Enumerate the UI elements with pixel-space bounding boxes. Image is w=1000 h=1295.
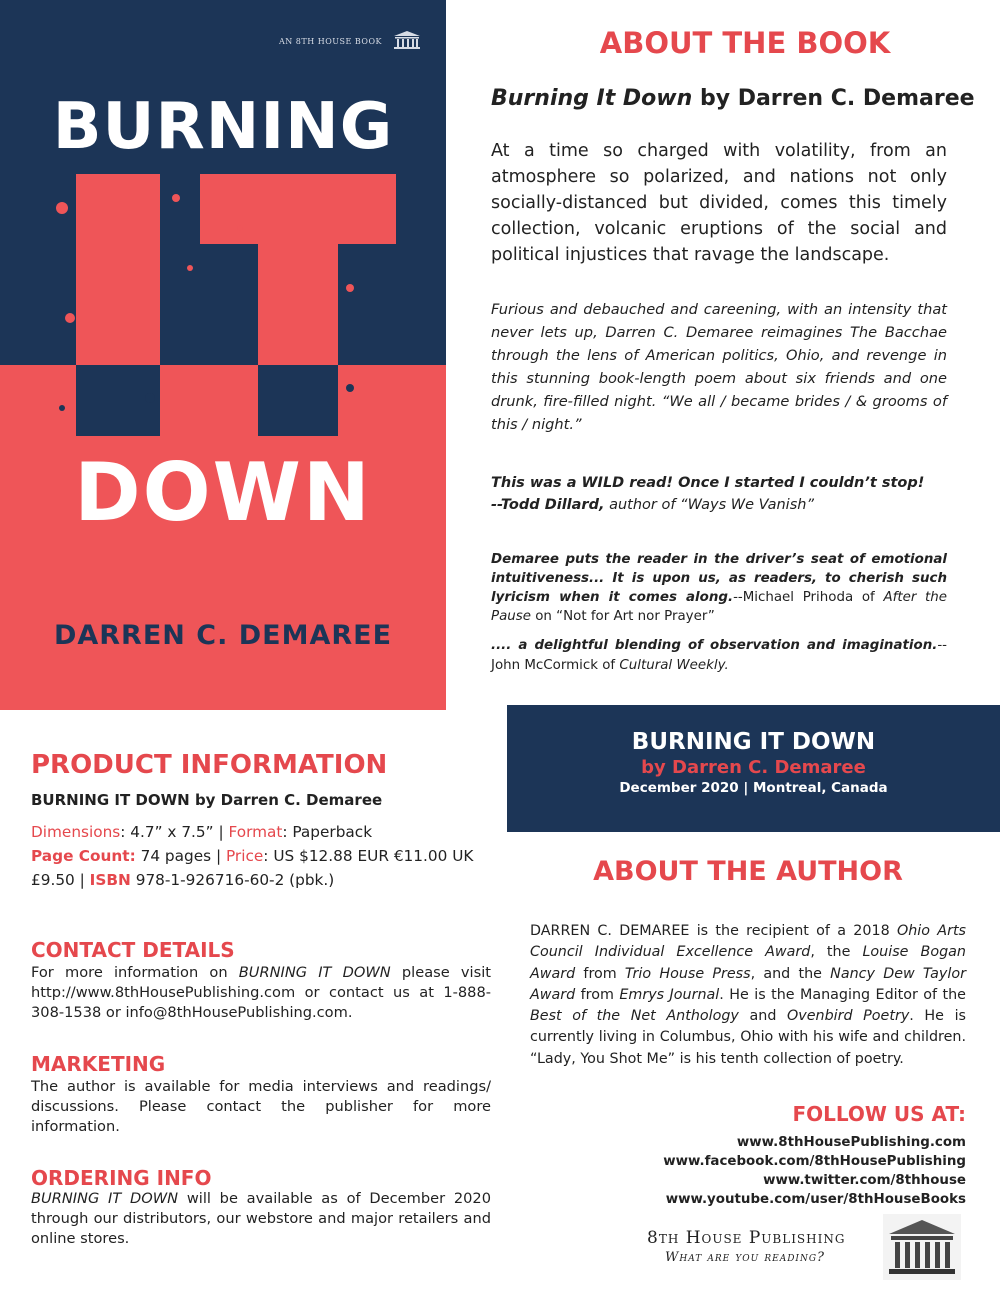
ordering-title: ORDERING INFO xyxy=(31,1166,212,1190)
banner-date-place: December 2020 | Montreal, Canada xyxy=(619,780,888,796)
release-banner xyxy=(507,705,1000,832)
link-youtube[interactable]: www.youtube.com/user/8thHouseBooks xyxy=(665,1192,966,1207)
book-cover xyxy=(0,0,446,710)
pagecount-value: 74 pages | xyxy=(135,847,226,865)
temple-logo-icon xyxy=(392,30,422,50)
cover-title-it-glyphs xyxy=(0,168,446,438)
quote3-text: .... a delightful blending of observation and imagination. xyxy=(491,638,938,653)
bio-award: Nancy Dew Taylor Award xyxy=(530,965,966,1003)
book-heading-author: by Darren C. Demaree xyxy=(692,86,975,111)
quote2-text: Demaree puts the reader in the driver’s seat of emotional intuitiveness... It is upon us, as readers, to cherish such lyricism when it comes along. xyxy=(491,552,947,605)
bio-text: from xyxy=(575,965,625,982)
marketing-body: The author is available for media interviews and readings/ discussions. Please contact the publisher for more information. xyxy=(31,1078,491,1135)
about-author-title: ABOUT THE AUTHOR xyxy=(593,856,903,887)
about-book-title: ABOUT THE BOOK xyxy=(599,26,891,60)
review-quote-mccormick xyxy=(491,636,947,676)
quote1-source: author of “Ways We Vanish” xyxy=(604,497,814,513)
pagecount-label: Page Count: xyxy=(31,847,136,865)
contact-text: For more information on xyxy=(31,964,239,981)
bio-text: . He is the Managing Editor of the xyxy=(719,986,966,1003)
contact-title: CONTACT DETAILS xyxy=(31,938,235,962)
isbn-label: ISBN xyxy=(89,871,131,889)
quote2-publication: After the Pause xyxy=(491,590,948,624)
price-label: Price xyxy=(225,847,264,865)
ordering-text: will be available as of December 2020 through our distributors, our webstore and major retailers and online stores. xyxy=(31,1190,491,1247)
contact-body xyxy=(31,963,491,1023)
bio-text: and xyxy=(738,1008,787,1025)
bio-text: , the xyxy=(810,944,863,961)
book-description: At a time so charged with volatility, from an atmosphere so polarized, and nations not only socially-distanced but divided, comes this timely collection, volcanic eruptions of the social and political injustices that ravage the landscape. xyxy=(491,141,947,265)
marketing-title: MARKETING xyxy=(31,1052,166,1076)
cover-title-down: DOWN xyxy=(74,446,372,539)
dimensions-label: Dimensions xyxy=(31,823,121,841)
format-value: : Paperback xyxy=(282,823,373,841)
product-details xyxy=(31,820,493,892)
link-twitter[interactable]: www.twitter.com/8thhouse xyxy=(763,1173,966,1188)
book-heading xyxy=(491,86,975,111)
dimensions-value: : 4.7” x 7.5” | xyxy=(120,823,229,841)
bio-publisher: Trio House Press xyxy=(624,965,751,982)
publisher-name: 8th House Publishing xyxy=(647,1228,846,1248)
banner-author: by Darren C. Demaree xyxy=(641,757,866,778)
quote3-publication: Cultural Weekly. xyxy=(619,658,729,673)
author-bio xyxy=(530,921,966,1070)
bio-publication: Emrys Journal xyxy=(619,986,720,1003)
cover-title-it xyxy=(0,168,446,438)
bio-award: Ohio Arts Council Individual Excellence Award xyxy=(530,923,967,961)
book-summary: Furious and debauched and careening, with an intensity that never lets up, Darren C. Demaree reimagines The Bacchae through the lens of American politics, Ohio, and revenge in this stunning book-length poem about six friends and one drunk, fire-filled night. “We all / became brides / & grooms of this / night.” xyxy=(491,301,947,433)
bio-text: , and the xyxy=(750,965,831,982)
ordering-body xyxy=(31,1189,491,1249)
bio-award: Louise Bogan Award xyxy=(530,944,966,982)
publisher-tagline: What are you reading? xyxy=(665,1250,826,1265)
product-info-title: PRODUCT INFORMATION xyxy=(31,750,388,780)
link-facebook[interactable]: www.facebook.com/8thHousePublishing xyxy=(663,1154,966,1169)
cover-author: DARREN C. DEMAREE xyxy=(53,620,393,651)
banner-title: BURNING IT DOWN xyxy=(631,729,876,755)
cover-publisher-tag: AN 8TH HOUSE BOOK xyxy=(278,37,382,46)
book-heading-title: Burning It Down xyxy=(491,86,693,111)
bio-text: DARREN C. DEMAREE is the recipient of a 2018 xyxy=(530,923,897,939)
review-quote-prihoda xyxy=(491,550,947,626)
quote2-attr-a: --Michael Prihoda of xyxy=(733,590,884,605)
product-subtitle: BURNING IT DOWN by Darren C. Demaree xyxy=(31,791,383,809)
link-website[interactable]: www.8thHousePublishing.com xyxy=(736,1135,966,1150)
quote1-author: --Todd Dillard, xyxy=(491,497,605,513)
quote2-attr-b: on “Not for Art nor Prayer” xyxy=(530,609,715,624)
quote3-attr-a: --John McCormick of xyxy=(491,638,947,673)
review-quote-dillard xyxy=(491,472,947,516)
contact-text: please visit http://www.8thHousePublishing.com or contact us at 1-888-308-1538 or info@8thHousePublishing.com. xyxy=(31,964,491,1021)
bio-text: from xyxy=(575,986,620,1003)
price-value: : US $12.88 EUR €11.00 UK £9.50 | xyxy=(31,847,474,889)
cover-title-burning: BURNING xyxy=(52,90,394,164)
bio-text: . He is currently living in Columbus, Ohio with his wife and children. “Lady, You Shot Me” is his tenth collection of poetry. xyxy=(530,1008,966,1067)
ordering-book-title: BURNING IT DOWN xyxy=(31,1190,179,1207)
isbn-value: 978-1-926716-60-2 (pbk.) xyxy=(130,871,335,889)
bio-publication: Ovenbird Poetry xyxy=(787,1008,910,1025)
contact-book-title: BURNING IT DOWN xyxy=(238,964,391,981)
publisher-temple-logo-icon xyxy=(883,1214,961,1280)
follow-us-title: FOLLOW US AT: xyxy=(792,1102,966,1126)
bio-publication: Best of the Net Anthology xyxy=(530,1008,739,1025)
format-label: Format xyxy=(228,823,283,841)
quote1-text: This was a WILD read! Once I started I couldn’t stop! xyxy=(491,475,925,491)
